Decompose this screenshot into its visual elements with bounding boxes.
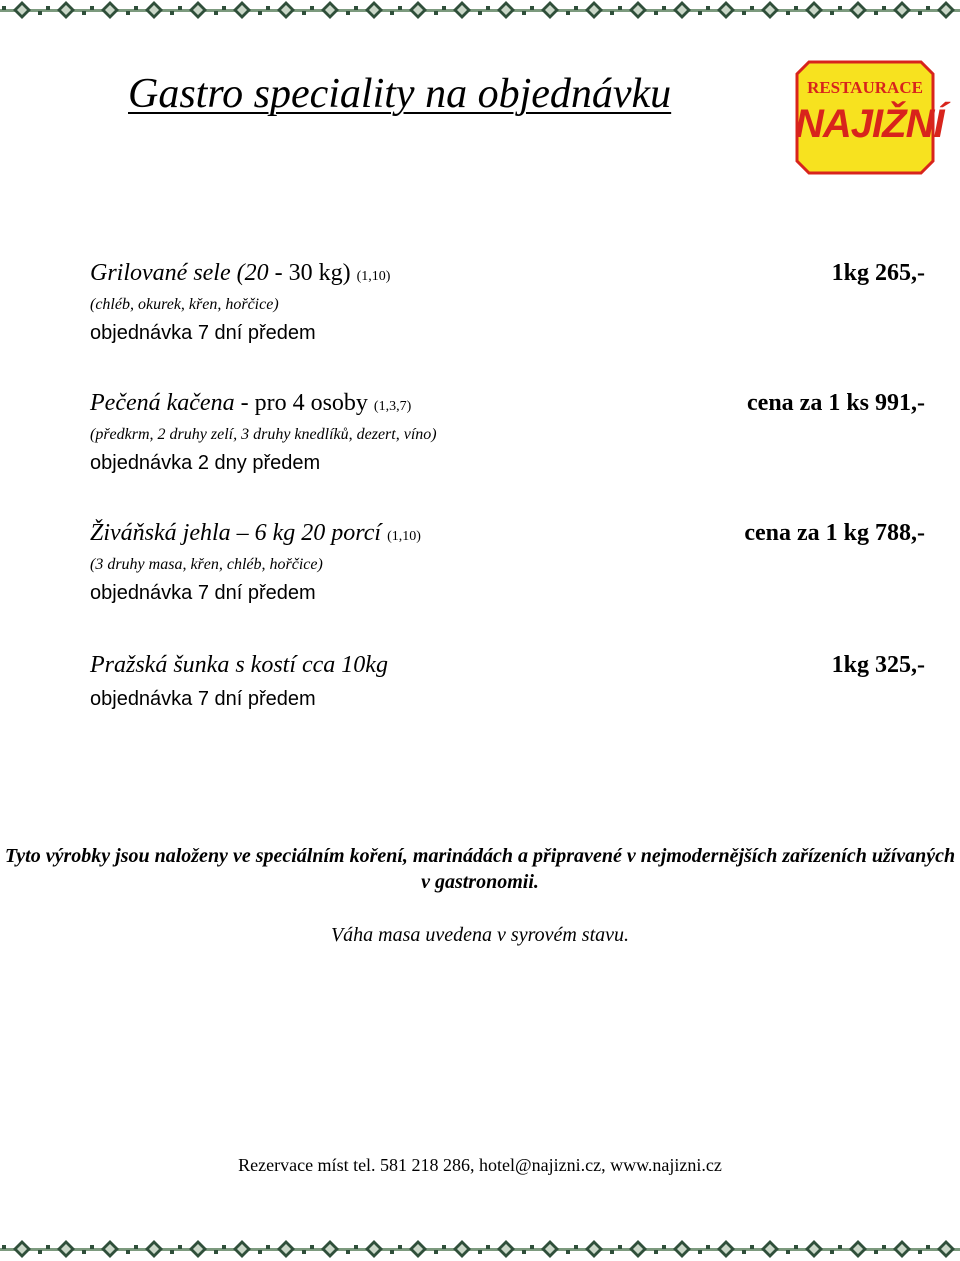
preparation-note: Tyto výrobky jsou naloženy ve speciálním koření, marinádách a připravené v nejmodernějších zařízeních užívaných v gastronomii.: [4, 845, 956, 893]
item-description: (3 druhy masa, křen, chléb, hořčice): [90, 556, 323, 573]
item-allergens: (1,10): [387, 529, 421, 544]
item-order-notice: objednávka 7 dní předem: [90, 322, 316, 344]
contact-line: Rezervace míst tel. 581 218 286, hotel@najizni.cz, www.najizni.cz: [238, 1155, 722, 1175]
item-price: cena za 1 ks 991,-: [747, 390, 925, 416]
restaurant-logo: [795, 60, 944, 175]
logo-top-text: RESTAURACE: [807, 78, 923, 97]
item-price: cena za 1 kg 788,-: [744, 520, 925, 546]
logo-bottom-text: NAJIŽNÍ: [795, 102, 944, 146]
item-price: 1kg 325,-: [831, 652, 925, 678]
page-title: Gastro speciality na objednávku: [128, 71, 672, 117]
menu-item-prague-ham: [90, 652, 925, 714]
menu-item-zivanska-skewer: [90, 520, 925, 608]
menu-item-roast-duck: [90, 390, 925, 478]
item-price: 1kg 265,-: [831, 260, 925, 286]
item-name: Pražská šunka s kostí cca 10kg: [90, 652, 388, 678]
menu-item-grilled-piglet: [90, 260, 925, 348]
item-allergens: (1,10): [356, 269, 391, 284]
item-order-notice: objednávka 7 dní předem: [90, 688, 316, 710]
bottom-decorative-border: [0, 1239, 960, 1261]
item-description: (chléb, okurek, křen, hořčice): [90, 296, 279, 313]
top-decorative-border: [0, 0, 960, 22]
item-order-notice: objednávka 7 dní předem: [90, 582, 316, 604]
item-name: Pečená kačena - pro 4 osoby (1,3,7): [90, 390, 412, 416]
item-name: Živáňská jehla – 6 kg 20 porcí (1,10): [90, 520, 421, 546]
item-description: (předkrm, 2 druhy zelí, 3 druhy knedlíků, dezert, víno): [90, 426, 437, 443]
weight-note: Váha masa uvedena v syrovém stavu.: [330, 924, 630, 946]
item-allergens: (1,3,7): [373, 399, 412, 414]
item-name: Grilované sele (20 - 30 kg) (1,10): [90, 260, 391, 286]
item-order-notice: objednávka 2 dny předem: [90, 452, 321, 474]
